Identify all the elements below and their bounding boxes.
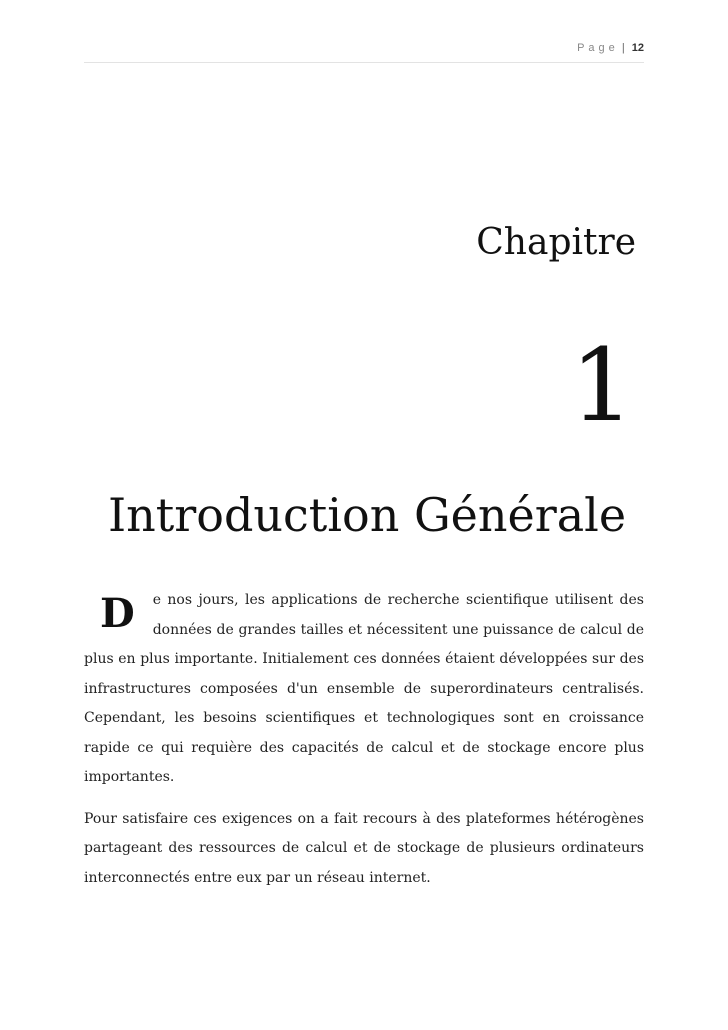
- paragraph-2: Pour satisfaire ces exigences on a fait recours à des plateformes hétérogènes partageant des ressources de calcul et de stockage de plusieurs ordinateurs interconnectés entre eux par un réseau internet.: [84, 810, 644, 886]
- drop-cap: D: [100, 590, 135, 637]
- paragraph-1: [84, 586, 644, 793]
- header-rule: [84, 62, 644, 63]
- paragraph-1-text: e nos jours, les applications de recherche scientifique utilisent des données de grandes tailles et nécessitent une puissance de calcul de plus en plus importante. Initialement ces données étaient développées sur des infrastructures composées d'un ensemble de superordinateurs centralisés. Cependant, les besoins scientifiques et technologiques sont en croissance rapide ce qui requière des capacités de calcul et de stockage encore plus importantes.: [84, 592, 644, 785]
- chapter-number: 1: [570, 327, 634, 444]
- body-text: [84, 586, 644, 905]
- chapter-label: Chapitre: [476, 222, 636, 263]
- page-separator: |: [621, 42, 625, 54]
- chapter-title: Introduction Générale: [108, 488, 627, 542]
- page-header: [577, 42, 644, 54]
- page-label: Page: [577, 42, 619, 54]
- page-number: 12: [631, 42, 644, 54]
